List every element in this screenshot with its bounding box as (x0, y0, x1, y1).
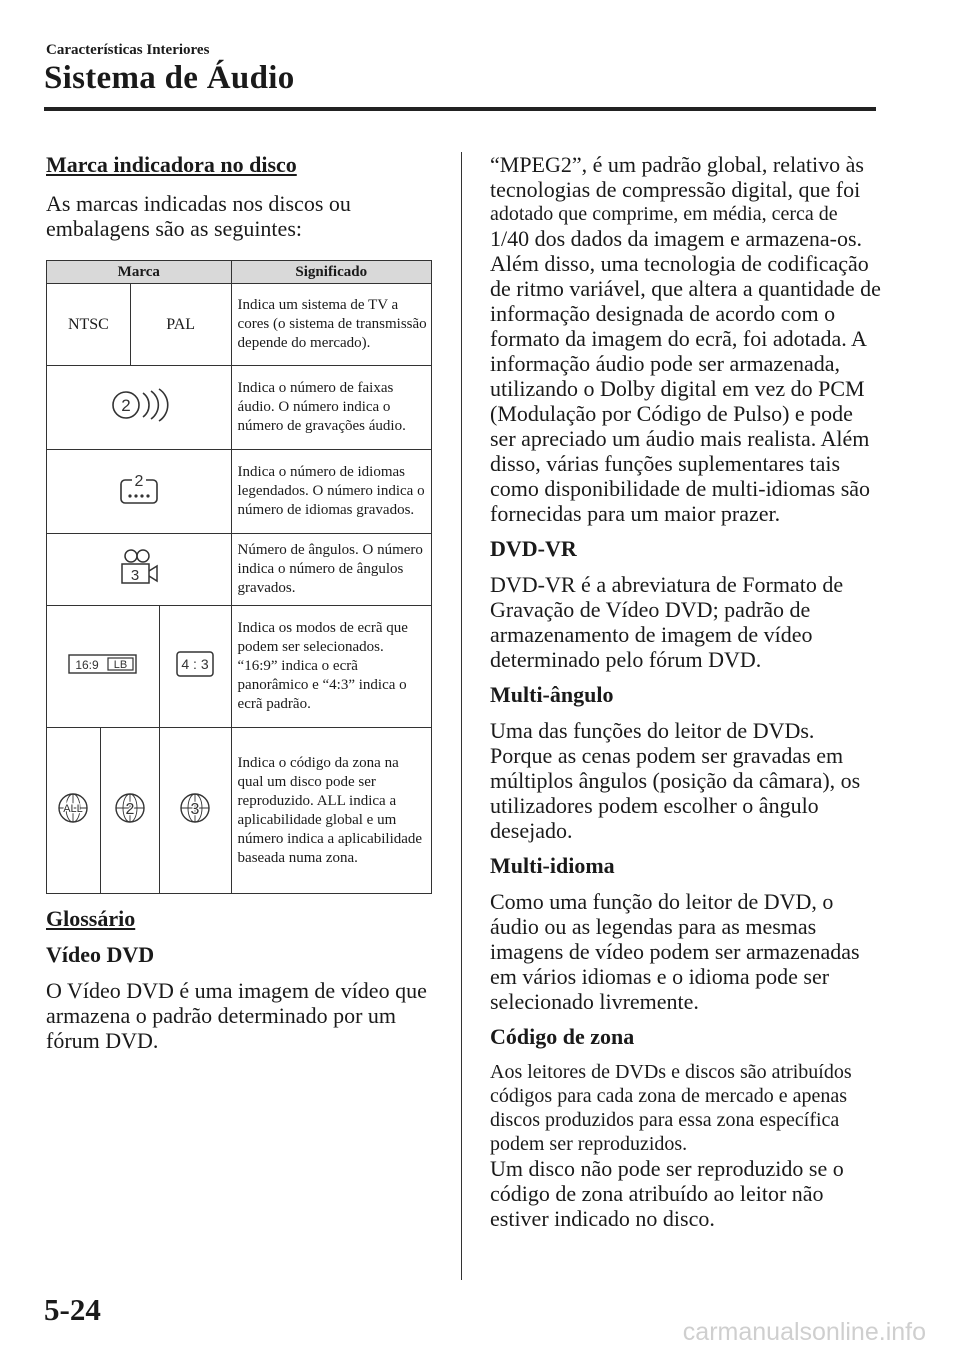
glossary-heading: Glossário (46, 906, 136, 931)
video-dvd-heading: Vídeo DVD (46, 942, 155, 967)
ntsc-mark: NTSC (47, 284, 131, 366)
header-mark: Marca (47, 261, 232, 284)
marks-table (46, 260, 432, 894)
multiangle-text: Uma das funções do leitor de DVDs. Porque as cenas podem ser gravadas em múltiplos ângulos (posição da câmara), os utilizadores podem escolher o ângulo desejado. (490, 718, 861, 843)
region-3-label: 3 (190, 801, 200, 818)
multiangle-heading: Multi-ângulo (490, 682, 614, 707)
zone-text-2: Um disco não pode ser reproduzido se o código de zona atribuído ao leitor não estiver indicado no disco. (490, 1156, 844, 1231)
marks-heading: Marca indicadora no disco (46, 152, 297, 177)
page-title: Sistema de Áudio (44, 60, 295, 96)
widescreen-icon (47, 606, 160, 728)
page-number: 5-24 (44, 1292, 101, 1327)
mpeg2-text-1: “MPEG2”, é um padrão global, relativo às tecnologias de compressão digital, que foi (490, 152, 864, 202)
mpeg2-text-2: adotado que comprime, em média, cerca de (490, 203, 838, 225)
table-row (47, 728, 432, 894)
subtitle-number: 2 (134, 473, 144, 490)
region-2-icon (100, 728, 159, 894)
audio-tracks-number: 2 (121, 396, 131, 415)
title-rule (44, 107, 876, 111)
row-meaning: Indica o número de idiomas legendados. O número indica o número de idiomas gravados. (231, 450, 431, 534)
row-meaning: Indica um sistema de TV a cores (o sistema de transmissão depende do mercado). (231, 284, 431, 366)
table-row (47, 284, 432, 366)
table-header-row (47, 261, 432, 284)
section-label: Características Interiores (46, 42, 210, 58)
region-all-icon (47, 728, 101, 894)
video-dvd-text: O Vídeo DVD é uma imagem de vídeo que armazena o padrão determinado por um fórum DVD. (46, 978, 427, 1053)
multilang-text: Como uma função do leitor de DVD, o áudio ou as legendas para as mesmas imagens de vídeo podem ser armazenadas em vários idiomas e o idioma pode ser selecionado livremente. (490, 889, 860, 1014)
region-all-label: ALL (63, 803, 84, 815)
table-row (47, 534, 432, 606)
row-meaning: Número de ângulos. O número indica o número de ângulos gravados. (231, 534, 431, 606)
table-row (47, 450, 432, 534)
column-divider (461, 152, 462, 1280)
header-meaning: Significado (231, 261, 431, 284)
multilang-heading: Multi-idioma (490, 853, 615, 878)
right-column (490, 152, 882, 1231)
camera-angles-icon (47, 534, 232, 606)
pal-mark: PAL (130, 284, 231, 366)
standard-screen-icon (159, 606, 231, 728)
widescreen-ratio-label: 16:9 (75, 658, 99, 672)
zone-heading: Código de zona (490, 1024, 635, 1049)
standard-ratio-label: 4 : 3 (181, 656, 209, 672)
table-row (47, 366, 432, 450)
angles-number: 3 (130, 567, 139, 584)
row-meaning: Indica os modos de ecrã que podem ser selecionados. “16:9” indica o ecrã panorâmico e “4:3” indica o ecrã padrão. (231, 606, 431, 728)
left-column (46, 152, 432, 1053)
watermark: carmanualsonline.info (682, 1318, 926, 1346)
marks-intro: As marcas indicadas nos discos ou embalagens são as seguintes: (46, 191, 351, 241)
letterbox-label: LB (113, 659, 128, 671)
audio-tracks-icon (47, 366, 232, 450)
subtitle-languages-icon (47, 450, 232, 534)
dvdvr-heading: DVD-VR (490, 536, 577, 561)
table-row (47, 606, 432, 728)
region-2-label: 2 (125, 801, 135, 818)
region-3-icon (159, 728, 231, 894)
row-meaning: Indica o número de faixas áudio. O número indica o número de gravações áudio. (231, 366, 431, 450)
mpeg2-text-3: 1/40 dos dados da imagem e armazena-os. Além disso, uma tecnologia de codificação de ritmo variável, que altera a quantidade de informação designada de acordo com o formato da imagem do ecrã, foi adotada. A informação áudio pode ser armazenada, utilizando o Dolby digital em vez do PCM (Modulação por Código de Pulso) e pode ser apreciado um áudio mais realista. Além disso, várias funções suplementares tais como disponibilidade de multi-idiomas são fornecidas para um maior prazer. (490, 226, 881, 526)
dvdvr-text: DVD-VR é a abreviatura de Formato de Gravação de Vídeo DVD; padrão de armazenamento de imagem de vídeo determinado pelo fórum DVD. (490, 572, 844, 672)
zone-text-1: Aos leitores de DVDs e discos são atribuídos códigos para cada zona de mercado e apenas discos produzidos para essa zona específica podem ser reproduzidos. (490, 1061, 852, 1155)
row-meaning: Indica o código da zona na qual um disco pode ser reproduzido. ALL indica a aplicabilidade global e um número indica a aplicabilidade baseada numa zona. (231, 728, 431, 894)
